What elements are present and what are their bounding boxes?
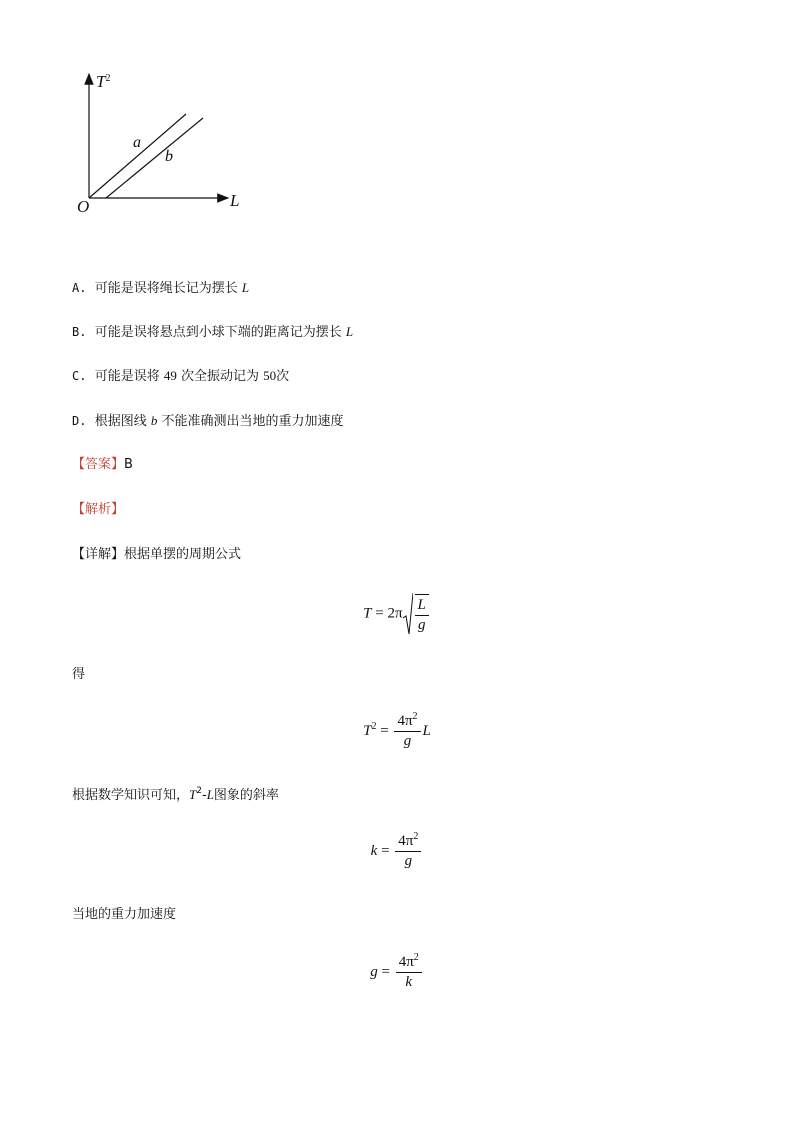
line-b-label: b: [165, 148, 173, 165]
answer-line: [72, 457, 133, 473]
option-c: C. 可能是误将 49 次全振动记为 50次: [72, 368, 290, 384]
de-line: 得: [72, 667, 86, 682]
y-axis-label: $T^2$: [96, 72, 111, 91]
formula-t-squared: $T^2$ = $\frac{4\pi^2}{g}$ L: [363, 711, 431, 749]
answer-bracket: 【答案】: [72, 457, 125, 472]
option-d: D. 根据图线 b 不能准确测出当地的重力加速度: [72, 413, 344, 429]
t2-l-graph: [70, 70, 260, 220]
formula-gravity: g = $\frac{4\pi^2}{k}$: [0, 954, 794, 991]
line-b: [106, 118, 203, 198]
option-b: B. 可能是误将悬点到小球下端的距离记为摆长 L: [72, 324, 354, 340]
formula-period: T = 2π $\frac{L}{g}$: [0, 592, 794, 636]
sqrt-sign: [403, 592, 413, 636]
option-a: A. 可能是误将绳长记为摆长 L: [72, 280, 250, 296]
x-axis-label: L: [230, 191, 240, 210]
gravity-line: 当地的重力加速度: [72, 907, 177, 922]
detail-line: 【详解】根据单摆的周期公式: [72, 547, 242, 562]
detail-bracket: 【详解】: [72, 547, 125, 562]
origin-label: O: [77, 197, 90, 216]
formula-slope: k = $\frac{4\pi^2}{g}$: [0, 833, 794, 870]
analysis-bracket: 【解析】: [72, 502, 125, 517]
answer-value: B: [124, 457, 133, 472]
analysis-line: [72, 502, 124, 518]
line-a-label: a: [133, 134, 141, 151]
slope-line: 根据数学知识可知，$T^2-L$图象的斜率: [72, 786, 279, 803]
